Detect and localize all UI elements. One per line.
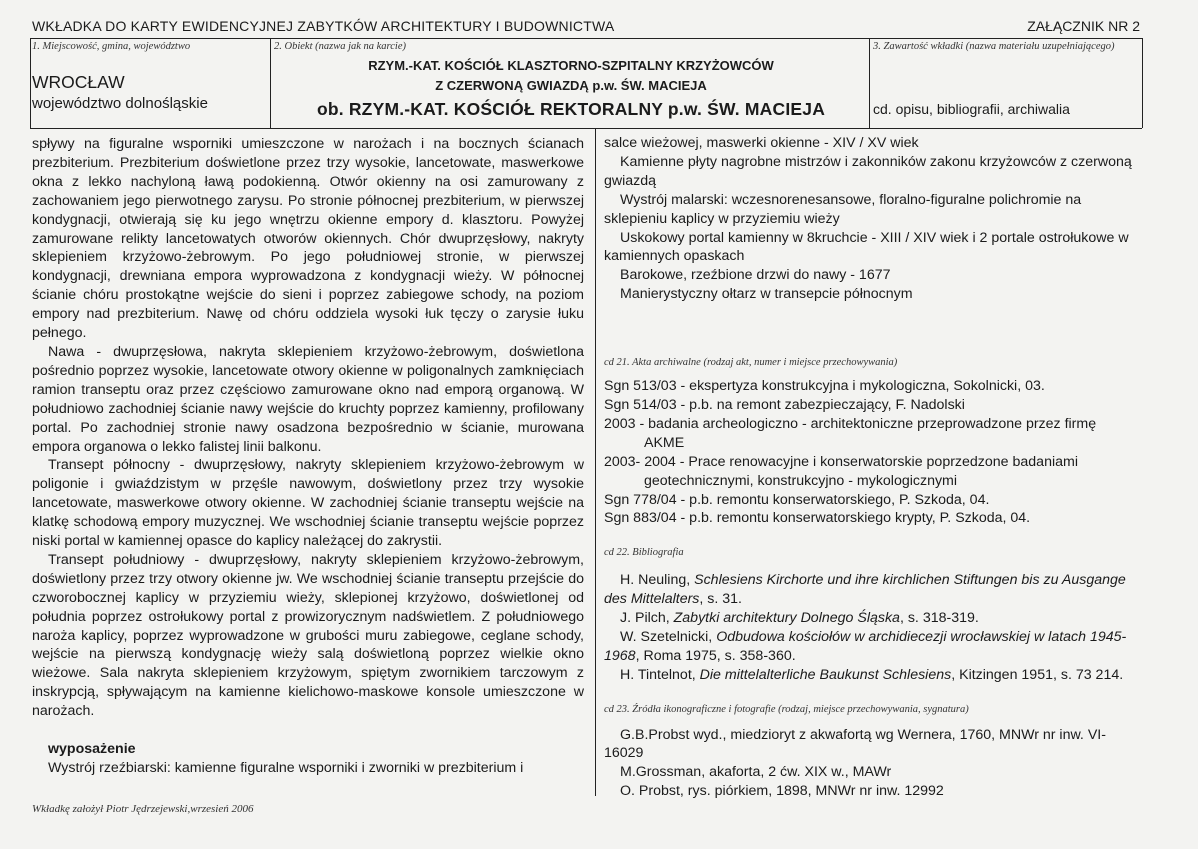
author-note: Wkładkę założył Piotr Jędrzejewski,wrzesień 2006 [32,803,254,815]
furnishing-item: salce wieżowej, maswerki okienne - XIV / XV wiek [604,135,919,151]
archive-entry: Sgn 778/04 - p.b. remontu konserwatorskiego, P. Szkoda, 04. [604,491,990,508]
bib-title: Zabytki architektury Dolnego Śląska [673,610,900,627]
header-divider-1 [270,38,271,128]
bibliography-entry [604,571,1144,609]
furnishings-paragraph: Wystrój rzeźbiarski: kamienne figuralne wsporniki i zworniki w prezbiterium i [48,760,524,776]
section-21-heading: cd 21. Akta archiwalne (rodzaj akt, numer i miejsce przechowywania) [604,357,898,369]
archive-entry-cont: AKME [644,434,685,451]
archive-entry: 2003- 2004 - Prace renowacyjne i konserwatorskie poprzedzone badaniami [604,453,1078,470]
annex-label: ZAŁĄCZNIK NR 2 [1027,18,1140,34]
field-2-label: 2. Obiekt (nazwa jak na karcie) [274,41,406,52]
bib-details: , s. 318-319. [899,610,979,627]
archive-entry: Sgn 883/04 - p.b. remontu konserwatorskiego krypty, P. Szkoda, 04. [604,510,1031,527]
archive-entry: 2003 - badania archeologiczno - architektoniczne przeprowadzone przez firmę [604,415,1097,432]
description-column [32,135,584,778]
field-3-label: 3. Zawartość wkładki (nazwa materiału uzupełniającego) [873,41,1115,52]
bib-author: H. Neuling, [620,572,695,589]
column-divider [595,128,596,796]
object-name-line-3: ob. RZYM.-KAT. KOŚCIÓŁ REKTORALNY p.w. ŚW. MACIEJA [316,99,826,119]
header-bottom-rule [30,128,1142,129]
section-22-heading: cd 22. Bibliografia [604,547,684,559]
furnishing-item: Barokowe, rzeźbione drzwi do nawy - 1677 [620,267,891,284]
furnishings-heading: wyposażenie [48,741,136,758]
iconography-entry: M.Grossman, akaforta, 2 ćw. XIX w., MAWr [620,764,892,781]
furnishing-item: Manierystyczny ołtarz w transepcie północnym [620,286,913,303]
description-paragraph-south-transept: Transept południowy - dwuprzęsłowy, nakryty sklepieniem krzyżowo-żebrowym, doświetlony przez trzy otwory okienne jw. We wschodniej ścianie transeptu przejście do czworobocznej kaplicy w przyziemiu wieży, sklepionej krzyżowo, doświetlonej od południa poprzez ostrołukowy portal z prowizorycznym nadświetlem. Z południowego naroża kaplicy, poprzez wyprowadzone w grubości muru zabiegowe, ceglane schody, wejście na pierwszą kondygnację wieży salą doświetloną poprzez wielkie okno wieżowe. Sala nakryta sklepieniem krzyżowym, spiętym zwornikiem tarczowym z inskrypcją, spływającym na kamienne kielichowo-maskowe konsole umieszczone w narożach. [32,551,584,720]
insert-contents: cd. opisu, bibliografii, archiwalia [873,101,1070,117]
continuation-column [604,134,1144,801]
iconography-entry: O. Probst, rys. piórkiem, 1898, MNWr nr inw. 12992 [620,783,944,800]
bibliography-entry [604,666,1144,685]
bib-details: , Roma 1975, s. 358-360. [635,647,796,664]
description-paragraph-north-transept: Transept północny - dwuprzęsłowy, nakryty sklepieniem krzyżowo-żebrowym w poligonie i gwiaździstym w przęśle nawowym, doświetlony przez trzy wysokie lancetowate, maswerkowe otwory okienne. W zachodniej ścianie transeptu wejście na klatkę schodową empory muzycznej. We wschodniej ścianie transeptu wejście poprzez niski portal w kamiennej opasce do kaplicy należącej do zakrystii. [32,457,584,550]
object-name-line-1: RZYM.-KAT. KOŚCIÓŁ KLASZTORNO-SZPITALNY KRZYŻOWCÓW [368,58,774,73]
iconography-entry: G.B.Probst wyd., miedzioryt z akwafortą wg Wernera, 1760, MNWr nr inw. VI-16029 [604,726,1106,762]
form-title: WKŁADKA DO KARTY EWIDENCYJNEJ ZABYTKÓW ARCHITEKTURY I BUDOWNICTWA [32,18,615,34]
bib-title: Odbudowa kościołów w archidiecezji wrocławskiej w latach 1945-1968 [604,628,1127,664]
furnishing-item: Kamienne płyty nagrobne mistrzów i zakonników zakonu krzyżowców z czerwoną gwiazdą [604,153,1132,189]
furnishing-item: Uskokowy portal kamienny w 8kruchcie - XIII / XIV wiek i 2 portale ostrołukowe w kamiennych opaskach [604,229,1129,265]
bib-details: , Kitzingen 1951, s. 73 214. [951,666,1124,683]
object-name-line-2: Z CZERWONĄ GWIAZDĄ p.w. ŚW. MACIEJA [435,78,707,93]
furnishing-item: Wystrój malarski: wczesnorenesansowe, floralno-figuralne polichromie na sklepieniu kaplicy w przyziemiu wieży [604,191,1082,227]
description-paragraph: spływy na figuralne wsporniki umieszczone w narożach i na bocznych ścianach prezbiterium. Prezbiterium doświetlone przez trzy wysokie, lancetowate, maswerkowe okna z lekko nachyloną ławą podokienną. Otwór okienny na osi zamurowany z zachowaniem jego pierwotnego zarysu. Po stronie północnej prezbiterium, w pierwszej kondygnacji, otwierają się ku jego wnętrzu okienne empory d. klasztoru. Powyżej zamurowane relikty lancetowatych otworów okiennych. Chór dwuprzęsłowy, nakryty sklepieniem krzyżowo-żebrowym. Po jego południowej stronie, w pierwszej kondygnacji, drewniana empora wyprowadzona z kondygnacji wieży. W północnej ścianie chóru prostokątne wejście do sieni i poprzez zabiegowe schody, na poziom empory nad prezbiterium. Nawę od chóru oddziela wysoki łuk tęczy o zarysie łuku pełnego. [32,136,584,342]
province-name: województwo dolnośląskie [32,95,208,112]
archive-entry: Sgn 514/03 - p.b. na remont zabezpieczający, F. Nadolski [604,396,965,413]
field-1-label: 1. Miejscowość, gmina, województwo [32,41,191,52]
archive-entry: Sgn 513/03 - ekspertyza konstrukcyjna i mykologiczna, Sokolnicki, 03. [604,378,1045,395]
bibliography-entry [604,628,1144,666]
bib-title: Die mittelalterliche Baukunst Schlesiens [699,666,952,683]
section-23-heading: cd 23. Źródła ikonograficzne i fotografie (rodzaj, miejsce przechowywania, sygnatura) [604,703,969,715]
bib-author: H. Tintelnot, [620,666,700,683]
header-top-rule [30,38,1142,39]
city-name: WROCŁAW [32,72,125,92]
archive-entry-cont: geotechnicznymi, konstrukcyjno - mykologicznymi [644,472,958,489]
header-left-rule [30,38,31,128]
bib-title: Schlesiens Kirchorte und ihre kirchlichen Stiftungen bis zu Ausgange des Mittelalters [604,572,1126,608]
bib-author: J. Pilch, [620,610,674,627]
description-paragraph-nave: Nawa - dwuprzęsłowa, nakryta sklepieniem krzyżowo-żebrowym, doświetlona pośrednio poprzez wysokie, lancetowate otwory okienne w poligonalnych zamknięciach ramion transeptu oraz przez częściowo zamurowane okno nad emporą organową. W południowo zachodniej ścianie nawy wejście do kruchty poprzez kamienny, profilowany portal. Po zachodniej stronie nawy osadzona bezpośrednio w ścianie, murowana empora organowa o lekko falistej linii balkonu. [32,343,584,455]
bib-author: W. Szetelnicki, [620,628,717,645]
header-right-rule [1142,38,1143,128]
bibliography-entry [604,609,1144,628]
bib-details: , s. 31. [699,591,742,608]
